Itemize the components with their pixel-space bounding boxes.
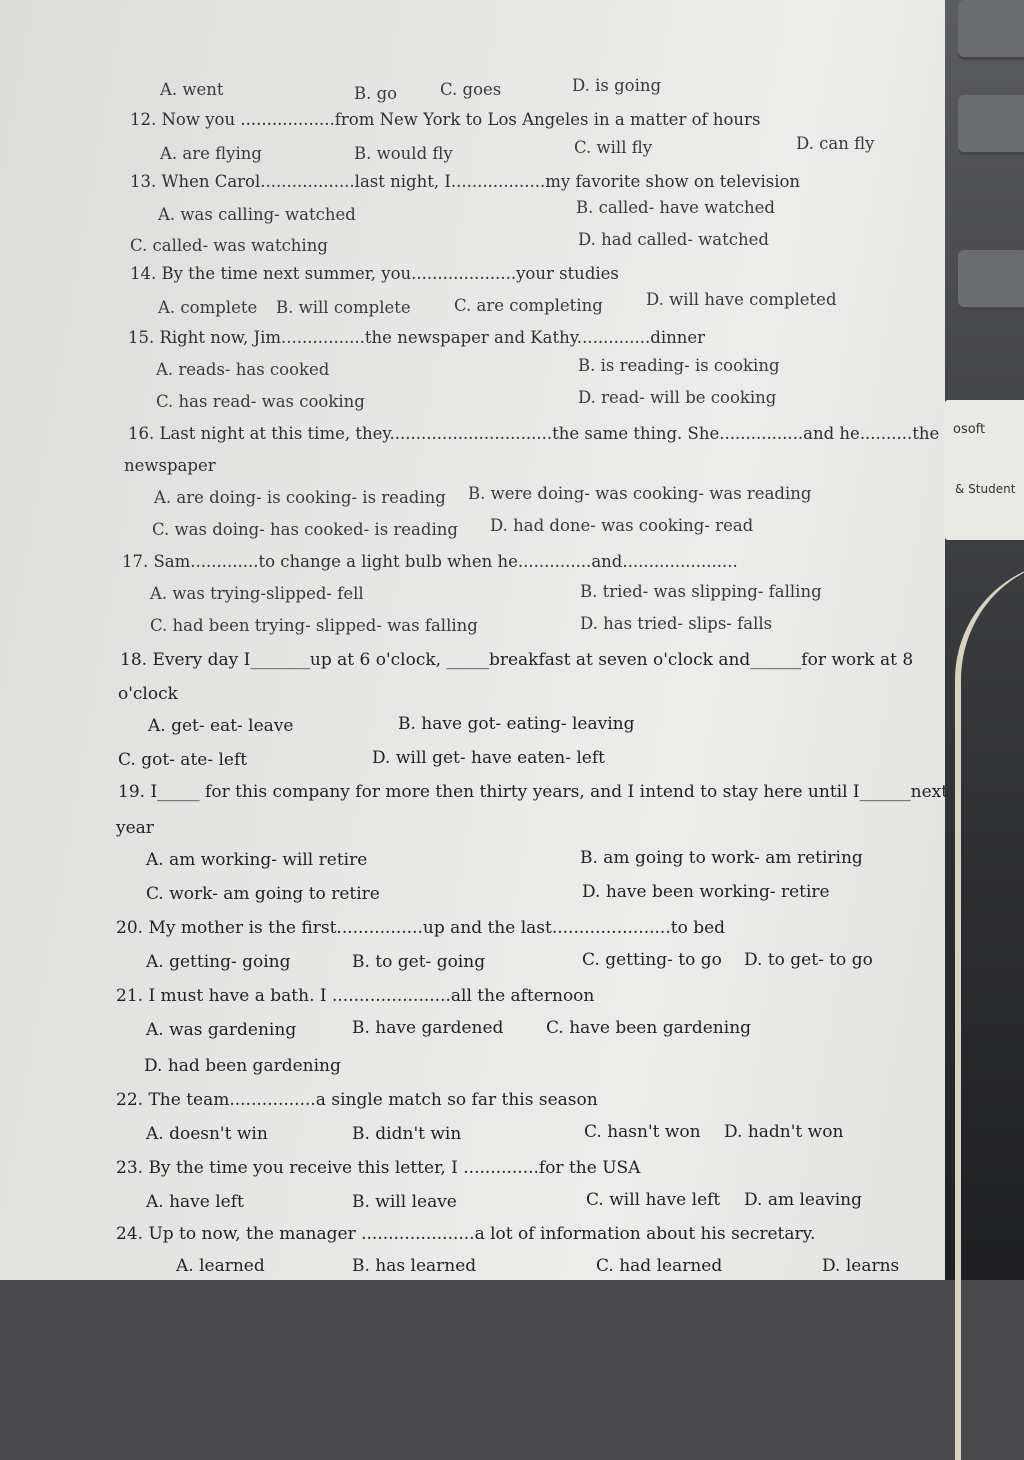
option-a: A. learned bbox=[176, 1256, 265, 1276]
option-a: A. getting- going bbox=[146, 952, 291, 972]
option-c: C. got- ate- left bbox=[118, 750, 248, 770]
sticker-text: osoft bbox=[953, 422, 986, 437]
option-c: C. will have left bbox=[586, 1190, 721, 1210]
option-d: D. has tried- slips- falls bbox=[580, 614, 773, 633]
option-a: A. went bbox=[160, 80, 224, 99]
option-a: A. are flying bbox=[160, 144, 262, 163]
question-stem: 13. When Carol..................last night, I..................my favorite show on television bbox=[130, 172, 801, 191]
option-d: D. will get- have eaten- left bbox=[372, 748, 605, 768]
option-c: C. had been trying- slipped- was falling bbox=[150, 616, 478, 635]
question-stem: 18. Every day I_______up at 6 o'clock, _____breakfast at seven o'clock and______for work at 8 bbox=[120, 650, 914, 670]
question-stem: 24. Up to now, the manager .....................a lot of information about his secretary. bbox=[116, 1224, 816, 1244]
option-a: A. get- eat- leave bbox=[148, 716, 294, 736]
option-b: B. tried- was slipping- falling bbox=[580, 582, 822, 601]
option-b: B. didn't win bbox=[352, 1124, 462, 1144]
option-a: A. doesn't win bbox=[146, 1124, 268, 1144]
question-stem: 22. The team................a single match so far this season bbox=[116, 1090, 598, 1110]
option-d: D. am leaving bbox=[744, 1190, 862, 1210]
option-a: A. was gardening bbox=[146, 1020, 297, 1040]
option-d: D. had called- watched bbox=[578, 230, 769, 249]
option-c: C. getting- to go bbox=[582, 950, 722, 970]
option-d: D. learns bbox=[822, 1256, 900, 1276]
option-c: C. called- was watching bbox=[130, 236, 328, 255]
question-stem: 21. I must have a bath. I ......................all the afternoon bbox=[116, 986, 595, 1006]
option-a: A. have left bbox=[146, 1192, 244, 1212]
keyboard-key bbox=[958, 95, 1024, 155]
option-b: B. is reading- is cooking bbox=[578, 356, 780, 375]
option-b: B. to get- going bbox=[352, 952, 486, 972]
option-d: D. had been gardening bbox=[144, 1056, 341, 1076]
cable bbox=[955, 560, 1024, 1460]
option-d: D. will have completed bbox=[646, 290, 837, 309]
keyboard-key bbox=[958, 250, 1024, 310]
option-c: C. are completing bbox=[454, 296, 603, 315]
question-stem: 20. My mother is the first................up and the last......................to bed bbox=[116, 918, 726, 938]
option-d: D. is going bbox=[572, 76, 662, 95]
option-b: B. will leave bbox=[352, 1192, 457, 1212]
option-a: A. am working- will retire bbox=[146, 850, 368, 870]
option-d: D. can fly bbox=[796, 134, 875, 153]
option-d: D. to get- to go bbox=[744, 950, 873, 970]
option-c: C. will fly bbox=[574, 138, 653, 157]
sticker-note bbox=[945, 400, 1024, 540]
option-a: A. complete bbox=[158, 298, 258, 317]
option-b: B. has learned bbox=[352, 1256, 477, 1276]
option-d: D. have been working- retire bbox=[582, 882, 830, 902]
option-a: A. was trying-slipped- fell bbox=[150, 584, 364, 603]
question-stem: 12. Now you ..................from New York to Los Angeles in a matter of hours bbox=[130, 110, 761, 129]
option-b: B. will complete bbox=[276, 298, 411, 317]
option-c: C. was doing- has cooked- is reading bbox=[152, 520, 458, 539]
option-b: B. go bbox=[354, 84, 398, 103]
question-stem-continued: newspaper bbox=[124, 456, 216, 475]
question-stem-continued: year bbox=[116, 818, 154, 838]
question-stem: 16. Last night at this time, they...............................the same thing. She................and he..........the bbox=[128, 424, 940, 443]
question-stem-continued: o'clock bbox=[118, 684, 178, 704]
option-b: B. have gardened bbox=[352, 1018, 504, 1038]
question-stem: 19. I_____ for this company for more then thirty years, and I intend to stay here until I______next bbox=[118, 782, 949, 802]
option-c: C. hasn't won bbox=[584, 1122, 701, 1142]
question-stem: 15. Right now, Jim................the newspaper and Kathy..............dinner bbox=[128, 328, 706, 347]
option-c: C. has read- was cooking bbox=[156, 392, 365, 411]
option-c: C. have been gardening bbox=[546, 1018, 752, 1038]
question-stem: 17. Sam.............to change a light bulb when he..............and...................... bbox=[122, 552, 738, 571]
option-b: B. am going to work- am retiring bbox=[580, 848, 863, 868]
option-a: A. was calling- watched bbox=[158, 205, 356, 224]
option-d: D. read- will be cooking bbox=[578, 388, 777, 407]
option-b: B. were doing- was cooking- was reading bbox=[468, 484, 812, 503]
question-stem: 23. By the time you receive this letter, I ..............for the USA bbox=[116, 1158, 641, 1178]
option-b: B. called- have watched bbox=[576, 198, 775, 217]
option-b: B. would fly bbox=[354, 144, 453, 163]
option-b: B. have got- eating- leaving bbox=[398, 714, 635, 734]
option-c: C. goes bbox=[440, 80, 502, 99]
question-stem: 14. By the time next summer, you....................your studies bbox=[130, 264, 619, 283]
option-d: D. had done- was cooking- read bbox=[490, 516, 754, 535]
option-c: C. had learned bbox=[596, 1256, 723, 1276]
option-a: A. are doing- is cooking- is reading bbox=[154, 488, 446, 507]
sticker-text: & Student bbox=[955, 482, 1016, 496]
keyboard-key bbox=[958, 0, 1024, 60]
option-c: C. work- am going to retire bbox=[146, 884, 380, 904]
option-a: A. reads- has cooked bbox=[156, 360, 330, 379]
option-d: D. hadn't won bbox=[724, 1122, 844, 1142]
